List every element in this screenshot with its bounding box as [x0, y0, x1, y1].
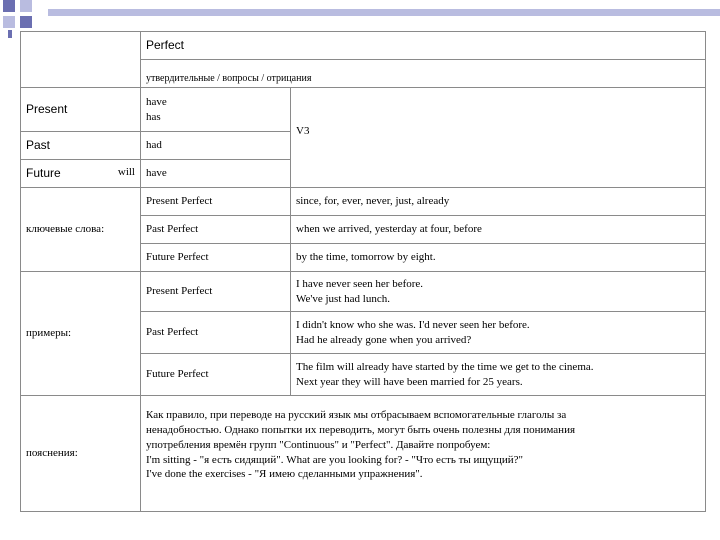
explanation-line: ненадобностью. Однако попытки их переводить, могут быть очень полезны для понимания	[146, 423, 576, 436]
decor-square-light	[20, 0, 32, 12]
participle-v3: V3	[291, 88, 706, 188]
tense-future	[21, 160, 141, 188]
keywords-label: ключевые слова:	[21, 188, 141, 272]
examples-tense: Present Perfect	[141, 272, 291, 312]
example-line: Next year they will have been married for 25 years.	[296, 375, 523, 388]
keywords-words: since, for, ever, never, just, already	[291, 188, 706, 216]
examples-tense: Past Perfect	[141, 312, 291, 354]
present-aux-has: has	[146, 110, 161, 123]
past-auxiliary: had	[141, 132, 291, 160]
explanation-text	[141, 396, 706, 512]
table-row	[21, 272, 706, 312]
tense-past: Past	[21, 132, 141, 160]
explanation-label: пояснения:	[21, 396, 141, 512]
explanation-line: I'm sitting - "я есть сидящий". What are you looking for? - "Что есть ты ищущий?"	[146, 453, 524, 466]
decor-square-dark	[3, 0, 15, 12]
future-will: will	[117, 166, 135, 179]
examples-label: примеры:	[21, 272, 141, 396]
keywords-words: by the time, tomorrow by eight.	[291, 244, 706, 272]
table-row	[21, 88, 706, 132]
table-row	[21, 396, 706, 512]
header-perfect: Perfect	[141, 32, 706, 60]
explanation-line: Как правило, при переводе на русский язык мы отбрасываем вспомогательные глаголы за	[146, 409, 567, 421]
header-forms: утвердительные / вопросы / отрицания	[141, 60, 706, 88]
example-line: We've just had lunch.	[296, 292, 390, 305]
example-line: The film will already have started by the time we get to the cinema.	[296, 360, 594, 373]
example-text	[291, 354, 706, 396]
keywords-words: when we arrived, yesterday at four, before	[291, 216, 706, 244]
example-line: I have never seen her before.	[296, 277, 424, 290]
decor-square-dark	[20, 16, 32, 28]
tense-future-label: Future	[26, 166, 61, 181]
tense-present: Present	[21, 88, 141, 132]
explanation-line: I've done the exercises - "Я имею сделанными упражнения".	[146, 468, 423, 481]
decor-square-light	[3, 16, 15, 28]
example-text	[291, 272, 706, 312]
perfect-tense-table	[20, 31, 706, 512]
table-row	[21, 32, 706, 60]
present-aux-have: have	[146, 95, 167, 108]
example-line: I didn't know who she was. I'd never seen her before.	[296, 318, 530, 331]
decor-left-bar	[8, 30, 12, 38]
keywords-tense: Future Perfect	[141, 244, 291, 272]
empty-corner-cell	[21, 32, 141, 88]
future-auxiliary: have	[141, 160, 291, 188]
examples-tense: Future Perfect	[141, 354, 291, 396]
explanation-line: употребления времён групп "Continuous" и "Perfect". Давайте попробуем:	[146, 438, 491, 451]
keywords-tense: Past Perfect	[141, 216, 291, 244]
present-auxiliary	[141, 88, 291, 132]
example-line: Had he already gone when you arrived?	[296, 333, 472, 346]
keywords-tense: Present Perfect	[141, 188, 291, 216]
decor-top-bar	[48, 9, 720, 16]
table-row	[21, 188, 706, 216]
example-text	[291, 312, 706, 354]
